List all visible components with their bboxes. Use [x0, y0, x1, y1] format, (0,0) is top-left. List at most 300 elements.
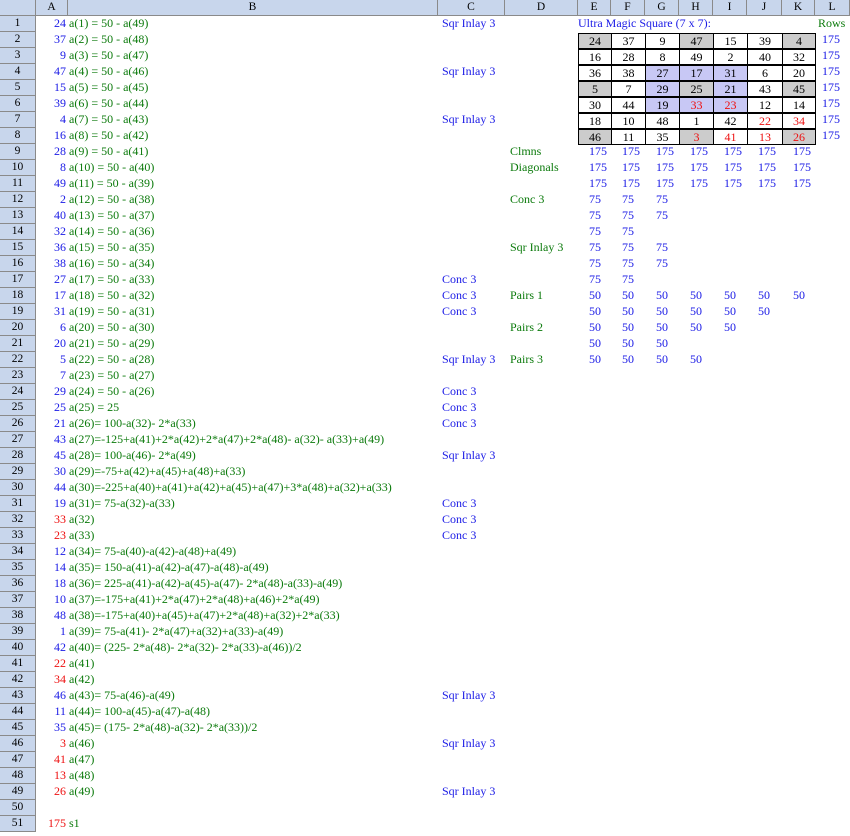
summary-value[interactable]: 75	[622, 240, 634, 254]
column-header-i[interactable]: I	[713, 0, 747, 16]
square-cell[interactable]: 33	[679, 97, 714, 113]
square-cell[interactable]: 38	[611, 65, 646, 81]
cell-b-formula[interactable]: a(12) = 50 - a(38)	[69, 192, 155, 206]
square-cell[interactable]: 32	[782, 49, 816, 65]
cell-a-value[interactable]: 14	[54, 560, 66, 574]
cell-a-value[interactable]	[36, 800, 66, 816]
cell-c-tag[interactable]: Conc 3	[442, 496, 477, 510]
summary-value[interactable]: 175	[656, 160, 674, 174]
cell-a-value[interactable]: 30	[54, 464, 66, 478]
cell-c-tag[interactable]: Sqr Inlay 3	[442, 64, 496, 78]
cell-a-value[interactable]: 12	[54, 544, 66, 558]
row-header[interactable]: 11	[0, 176, 36, 192]
row-header[interactable]: 37	[0, 592, 36, 608]
cell-b-formula[interactable]: a(15) = 50 - a(35)	[69, 240, 155, 254]
row-header[interactable]: 22	[0, 352, 36, 368]
summary-value[interactable]: 75	[656, 240, 668, 254]
cell-a-value[interactable]: 11	[54, 704, 66, 718]
cell-a-value[interactable]: 21	[54, 416, 66, 430]
square-cell[interactable]: 49	[679, 49, 714, 65]
summary-value[interactable]: 75	[656, 192, 668, 206]
cell-a-value[interactable]: 3	[60, 736, 66, 750]
cell-a-value[interactable]: 32	[54, 224, 66, 238]
cell-c-tag[interactable]: Sqr Inlay 3	[442, 784, 496, 798]
summary-value[interactable]: 75	[589, 240, 601, 254]
column-header-e[interactable]: E	[578, 0, 611, 16]
square-cell[interactable]: 7	[611, 81, 646, 97]
row-header[interactable]: 10	[0, 160, 36, 176]
square-cell[interactable]: 46	[578, 129, 612, 145]
cell-c-tag[interactable]: Conc 3	[442, 288, 477, 302]
summary-value[interactable]: 50	[656, 352, 668, 366]
row-header[interactable]: 29	[0, 464, 36, 480]
cell-c-tag[interactable]: Sqr Inlay 3	[442, 736, 496, 750]
summary-value[interactable]: 50	[758, 304, 770, 318]
row-header[interactable]: 36	[0, 576, 36, 592]
summary-value[interactable]: 175	[589, 176, 607, 190]
square-cell[interactable]: 22	[747, 113, 783, 129]
cell-b-formula[interactable]: a(48)	[69, 768, 95, 782]
square-cell[interactable]: 47	[679, 33, 714, 49]
row-header[interactable]: 19	[0, 304, 36, 320]
cell-b-formula[interactable]: a(16) = 50 - a(34)	[69, 256, 155, 270]
summary-value[interactable]: 175	[622, 160, 640, 174]
cell-a-value[interactable]: 29	[54, 384, 66, 398]
square-cell[interactable]: 16	[578, 49, 612, 65]
summary-value[interactable]: 175	[758, 176, 776, 190]
summary-value[interactable]: 50	[622, 352, 634, 366]
cell-a-value[interactable]: 35	[54, 720, 66, 734]
summary-value[interactable]: 50	[589, 288, 601, 302]
summary-value[interactable]: 50	[724, 320, 736, 334]
summary-value[interactable]: 50	[589, 320, 601, 334]
cell-c-tag[interactable]: Conc 3	[442, 272, 477, 286]
summary-value[interactable]: 50	[724, 288, 736, 302]
square-cell[interactable]: 36	[578, 65, 612, 81]
summary-value[interactable]: 75	[589, 208, 601, 222]
summary-label[interactable]: Diagonals	[510, 160, 559, 174]
square-cell[interactable]: 30	[578, 97, 612, 113]
row-header[interactable]: 48	[0, 768, 36, 784]
cell-a-value[interactable]: 26	[54, 784, 66, 798]
cell-b-formula[interactable]: a(20) = 50 - a(30)	[69, 320, 155, 334]
summary-value[interactable]: 175	[724, 160, 742, 174]
square-cell[interactable]: 44	[611, 97, 646, 113]
cell-a-value[interactable]: 25	[54, 400, 66, 414]
cell-b-formula[interactable]: a(43)= 75-a(46)-a(49)	[69, 688, 175, 702]
summary-value[interactable]: 175	[724, 144, 742, 158]
cell-c-tag[interactable]: Conc 3	[442, 528, 477, 542]
summary-value[interactable]: 75	[656, 256, 668, 270]
cell-b-formula[interactable]: a(47)	[69, 752, 95, 766]
cell-a-value[interactable]: 13	[54, 768, 66, 782]
row-header[interactable]: 17	[0, 272, 36, 288]
square-cell[interactable]: 23	[713, 97, 748, 113]
cell-b-formula[interactable]: a(26)= 100-a(32)- 2*a(33)	[69, 416, 196, 430]
cell-a-value[interactable]: 42	[54, 640, 66, 654]
cell-b-formula[interactable]: a(41)	[69, 656, 95, 670]
square-cell[interactable]: 5	[578, 81, 612, 97]
column-header-a[interactable]: A	[36, 0, 68, 16]
summary-value[interactable]: 50	[724, 304, 736, 318]
square-cell[interactable]: 4	[782, 33, 816, 49]
cell-a-value[interactable]: 1	[60, 624, 66, 638]
column-header-l[interactable]: L	[815, 0, 850, 16]
cell-a-value[interactable]: 27	[54, 272, 66, 286]
column-header-d[interactable]: D	[505, 0, 578, 16]
square-cell[interactable]: 45	[782, 81, 816, 97]
cell-c-tag[interactable]: Conc 3	[442, 304, 477, 318]
cell-c-tag[interactable]: Sqr Inlay 3	[442, 112, 496, 126]
cell-a-value[interactable]: 17	[54, 288, 66, 302]
row-header[interactable]: 38	[0, 608, 36, 624]
summary-value[interactable]: 50	[656, 336, 668, 350]
cell-a-value[interactable]: 22	[54, 656, 66, 670]
summary-value[interactable]: 50	[589, 336, 601, 350]
cell-b-formula[interactable]: a(28)= 100-a(46)- 2*a(49)	[69, 448, 196, 462]
row-header[interactable]: 26	[0, 416, 36, 432]
row-header[interactable]: 44	[0, 704, 36, 720]
square-cell[interactable]: 48	[645, 113, 680, 129]
row-header[interactable]: 20	[0, 320, 36, 336]
cell-b-formula[interactable]: a(18) = 50 - a(32)	[69, 288, 155, 302]
column-header-k[interactable]: K	[782, 0, 815, 16]
cell-b-formula[interactable]: a(39)= 75-a(41)- 2*a(47)+a(32)+a(33)-a(49)	[69, 624, 284, 638]
cell-c-tag[interactable]: Conc 3	[442, 400, 477, 414]
square-cell[interactable]: 37	[611, 33, 646, 49]
summary-label[interactable]: Sqr Inlay 3	[510, 240, 564, 254]
square-cell[interactable]: 29	[645, 81, 680, 97]
row-header[interactable]: 4	[0, 64, 36, 80]
square-cell[interactable]: 17	[679, 65, 714, 81]
cell-b-formula[interactable]: a(36)= 225-a(41)-a(42)-a(45)-a(47)- 2*a(48)-a(33)-a(49)	[69, 576, 343, 590]
summary-value[interactable]: 175	[656, 176, 674, 190]
row-header[interactable]: 40	[0, 640, 36, 656]
row-header[interactable]: 39	[0, 624, 36, 640]
square-cell[interactable]: 12	[747, 97, 783, 113]
cell-b-formula[interactable]: a(1) = 50 - a(49)	[69, 16, 149, 30]
cell-b-formula[interactable]: a(44)= 100-a(45)-a(47)-a(48)	[69, 704, 211, 718]
square-cell[interactable]: 24	[578, 33, 612, 49]
cell-b-formula[interactable]: a(32)	[69, 512, 95, 526]
row-header[interactable]: 30	[0, 480, 36, 496]
cell-a-value[interactable]: 40	[54, 208, 66, 222]
cell-a-value[interactable]: 44	[54, 480, 66, 494]
cell-a-value[interactable]: 31	[54, 304, 66, 318]
square-cell[interactable]: 39	[747, 33, 783, 49]
cell-a-value[interactable]: 38	[54, 256, 66, 270]
summary-value[interactable]: 50	[622, 288, 634, 302]
cell-b-formula[interactable]: a(38)=-175+a(40)+a(45)+a(47)+2*a(48)+a(32)+2*a(33)	[69, 608, 340, 622]
summary-value[interactable]: 75	[622, 192, 634, 206]
row-header[interactable]: 49	[0, 784, 36, 800]
row-header[interactable]: 34	[0, 544, 36, 560]
cell-a-value[interactable]: 9	[60, 48, 66, 62]
cell-a-value[interactable]: 7	[60, 368, 66, 382]
cell-a-value[interactable]: 45	[54, 448, 66, 462]
summary-value[interactable]: 50	[690, 352, 702, 366]
row-header[interactable]: 21	[0, 336, 36, 352]
summary-value[interactable]: 175	[589, 144, 607, 158]
cell-b-formula[interactable]: a(42)	[69, 672, 95, 686]
cell-a-value[interactable]: 20	[54, 336, 66, 350]
cell-a-value[interactable]: 8	[60, 160, 66, 174]
summary-value[interactable]: 75	[589, 256, 601, 270]
summary-value[interactable]: 75	[622, 208, 634, 222]
summary-value[interactable]: 50	[656, 304, 668, 318]
summary-value[interactable]: 50	[758, 288, 770, 302]
row-header[interactable]: 9	[0, 144, 36, 160]
summary-value[interactable]: 50	[793, 288, 805, 302]
row-header[interactable]: 27	[0, 432, 36, 448]
cell-a-value[interactable]: 34	[54, 672, 66, 686]
column-header-g[interactable]: G	[645, 0, 679, 16]
cell-b-formula[interactable]: a(49)	[69, 784, 95, 798]
cell-c-tag[interactable]: Conc 3	[442, 512, 477, 526]
cell-a-value[interactable]: 37	[54, 32, 66, 46]
row-sum[interactable]: 175	[822, 96, 840, 110]
summary-value[interactable]: 175	[793, 176, 811, 190]
cell-a-value[interactable]: 39	[54, 96, 66, 110]
square-cell[interactable]: 1	[679, 113, 714, 129]
cell-a-value[interactable]: 23	[54, 528, 66, 542]
row-header[interactable]: 15	[0, 240, 36, 256]
square-cell[interactable]: 43	[747, 81, 783, 97]
row-sum[interactable]: 175	[822, 80, 840, 94]
row-header[interactable]: 25	[0, 400, 36, 416]
summary-value[interactable]: 50	[589, 352, 601, 366]
column-header-f[interactable]: F	[611, 0, 645, 16]
row-header[interactable]: 41	[0, 656, 36, 672]
cell-c-tag[interactable]: Sqr Inlay 3	[442, 16, 496, 30]
row-header[interactable]: 43	[0, 688, 36, 704]
summary-label[interactable]: Pairs 3	[510, 352, 543, 366]
row-header[interactable]: 1	[0, 16, 36, 32]
square-cell[interactable]: 6	[747, 65, 783, 81]
summary-value[interactable]: 175	[690, 176, 708, 190]
cell-c-tag[interactable]: Sqr Inlay 3	[442, 688, 496, 702]
cell-b-formula[interactable]: a(40)= (225- 2*a(48)- 2*a(32)- 2*a(33)-a(46))/2	[69, 640, 302, 654]
square-cell[interactable]: 25	[679, 81, 714, 97]
cell-a-value[interactable]: 4	[60, 112, 66, 126]
summary-value[interactable]: 50	[690, 320, 702, 334]
cell-b-formula[interactable]: a(46)	[69, 736, 95, 750]
square-cell[interactable]: 21	[713, 81, 748, 97]
cell-a-value[interactable]: 175	[48, 816, 66, 830]
summary-value[interactable]: 50	[622, 336, 634, 350]
cell-b-formula[interactable]: a(2) = 50 - a(48)	[69, 32, 149, 46]
summary-value[interactable]: 175	[690, 160, 708, 174]
cell-b-formula[interactable]: a(45)= (175- 2*a(48)-a(32)- 2*a(33))/2	[69, 720, 258, 734]
cell-a-value[interactable]: 18	[54, 576, 66, 590]
row-sum[interactable]: 175	[822, 112, 840, 126]
summary-label[interactable]: Conc 3	[510, 192, 545, 206]
summary-value[interactable]: 175	[758, 144, 776, 158]
row-header[interactable]: 14	[0, 224, 36, 240]
square-cell[interactable]: 11	[611, 129, 646, 145]
row-header[interactable]: 16	[0, 256, 36, 272]
cell-b-formula[interactable]: a(10) = 50 - a(40)	[69, 160, 155, 174]
summary-label[interactable]: Clmns	[510, 144, 542, 158]
cell-b-formula[interactable]: a(21) = 50 - a(29)	[69, 336, 155, 350]
row-header[interactable]: 3	[0, 48, 36, 64]
square-cell[interactable]: 27	[645, 65, 680, 81]
row-header[interactable]: 45	[0, 720, 36, 736]
cell-a-value[interactable]: 6	[60, 320, 66, 334]
square-cell[interactable]: 41	[713, 129, 748, 145]
cell-a-value[interactable]: 43	[54, 432, 66, 446]
summary-value[interactable]: 50	[656, 288, 668, 302]
select-all-corner[interactable]	[0, 0, 36, 16]
cell-a-value[interactable]: 5	[60, 352, 66, 366]
summary-value[interactable]: 50	[622, 320, 634, 334]
cell-b-formula[interactable]: a(4) = 50 - a(46)	[69, 64, 149, 78]
row-header[interactable]: 6	[0, 96, 36, 112]
cell-a-value[interactable]: 2	[60, 192, 66, 206]
row-header[interactable]: 35	[0, 560, 36, 576]
cell-b-formula[interactable]: a(5) = 50 - a(45)	[69, 80, 149, 94]
square-cell[interactable]: 3	[679, 129, 714, 145]
cell-b-formula[interactable]: a(23) = 50 - a(27)	[69, 368, 155, 382]
square-cell[interactable]: 34	[782, 113, 816, 129]
summary-label[interactable]: Pairs 1	[510, 288, 543, 302]
cell-a-value[interactable]: 16	[54, 128, 66, 142]
row-header[interactable]: 2	[0, 32, 36, 48]
cell-a-value[interactable]: 36	[54, 240, 66, 254]
cell-b-formula[interactable]: a(8) = 50 - a(42)	[69, 128, 149, 142]
row-header[interactable]: 18	[0, 288, 36, 304]
cell-b-formula[interactable]: a(17) = 50 - a(33)	[69, 272, 155, 286]
summary-value[interactable]: 75	[622, 272, 634, 286]
row-header[interactable]: 23	[0, 368, 36, 384]
square-cell[interactable]: 31	[713, 65, 748, 81]
cell-b-formula[interactable]: a(34)= 75-a(40)-a(42)-a(48)+a(49)	[69, 544, 237, 558]
cell-a-value[interactable]: 19	[54, 496, 66, 510]
cell-a-value[interactable]: 15	[54, 80, 66, 94]
cell-a-value[interactable]: 41	[54, 752, 66, 766]
summary-value[interactable]: 75	[622, 256, 634, 270]
cell-b-formula[interactable]: a(29)=-75+a(42)+a(45)+a(48)+a(33)	[69, 464, 246, 478]
summary-value[interactable]: 175	[622, 144, 640, 158]
cell-a-value[interactable]: 28	[54, 144, 66, 158]
cell-c-tag[interactable]: Conc 3	[442, 384, 477, 398]
column-header-c[interactable]: C	[438, 0, 505, 16]
square-cell[interactable]: 9	[645, 33, 680, 49]
column-header-j[interactable]: J	[747, 0, 782, 16]
cell-a-value[interactable]: 10	[54, 592, 66, 606]
summary-value[interactable]: 50	[690, 288, 702, 302]
cell-b-formula[interactable]: a(25) = 25	[69, 400, 120, 414]
square-cell[interactable]: 15	[713, 33, 748, 49]
summary-value[interactable]: 175	[690, 144, 708, 158]
square-cell[interactable]: 8	[645, 49, 680, 65]
summary-value[interactable]: 50	[589, 304, 601, 318]
summary-value[interactable]: 175	[793, 160, 811, 174]
cell-b-formula[interactable]: a(11) = 50 - a(39)	[69, 176, 154, 190]
row-header[interactable]: 50	[0, 800, 36, 816]
summary-value[interactable]: 75	[589, 192, 601, 206]
square-cell[interactable]: 10	[611, 113, 646, 129]
row-header[interactable]: 32	[0, 512, 36, 528]
cell-c-tag[interactable]: Sqr Inlay 3	[442, 352, 496, 366]
summary-value[interactable]: 75	[656, 208, 668, 222]
square-cell[interactable]: 35	[645, 129, 680, 145]
square-cell[interactable]: 20	[782, 65, 816, 81]
summary-value[interactable]: 50	[656, 320, 668, 334]
row-header[interactable]: 33	[0, 528, 36, 544]
square-cell[interactable]: 42	[713, 113, 748, 129]
cell-a-value[interactable]: 47	[54, 64, 66, 78]
square-cell[interactable]: 2	[713, 49, 748, 65]
cell-b-formula[interactable]: a(6) = 50 - a(44)	[69, 96, 149, 110]
cell-b-formula[interactable]: a(30)=-225+a(40)+a(41)+a(42)+a(45)+a(47)+3*a(48)+a(32)+a(33)	[69, 480, 392, 494]
square-cell[interactable]: 13	[747, 129, 783, 145]
square-cell[interactable]: 18	[578, 113, 612, 129]
column-header-h[interactable]: H	[679, 0, 713, 16]
row-header[interactable]: 8	[0, 128, 36, 144]
summary-value[interactable]: 75	[589, 272, 601, 286]
cell-b-formula[interactable]: a(24) = 50 - a(26)	[69, 384, 155, 398]
cell-c-tag[interactable]: Conc 3	[442, 416, 477, 430]
cell-a-value[interactable]: 24	[54, 16, 66, 30]
row-header[interactable]: 5	[0, 80, 36, 96]
summary-value[interactable]: 75	[622, 224, 634, 238]
square-cell[interactable]: 40	[747, 49, 783, 65]
square-cell[interactable]: 26	[782, 129, 816, 145]
summary-value[interactable]: 175	[793, 144, 811, 158]
row-sum[interactable]: 175	[822, 48, 840, 62]
row-header[interactable]: 42	[0, 672, 36, 688]
cell-b-formula[interactable]: a(33)	[69, 528, 95, 542]
cell-b-formula[interactable]: a(7) = 50 - a(43)	[69, 112, 149, 126]
row-header[interactable]: 24	[0, 384, 36, 400]
cell-a-value[interactable]: 48	[54, 608, 66, 622]
summary-value[interactable]: 50	[622, 304, 634, 318]
summary-value[interactable]: 175	[758, 160, 776, 174]
cell-b-formula[interactable]: a(35)= 150-a(41)-a(42)-a(47)-a(48)-a(49)	[69, 560, 269, 574]
cell-a-value[interactable]: 33	[54, 512, 66, 526]
cell-a-value[interactable]: 49	[54, 176, 66, 190]
cell-b-formula[interactable]: a(37)=-175+a(41)+2*a(47)+2*a(48)+a(46)+2*a(49)	[69, 592, 320, 606]
row-header[interactable]: 28	[0, 448, 36, 464]
column-header-b[interactable]: B	[68, 0, 438, 16]
row-sum[interactable]: 175	[822, 128, 840, 142]
cell-b-formula[interactable]: a(27)=-125+a(41)+2*a(42)+2*a(47)+2*a(48)- a(32)- a(33)+a(49)	[69, 432, 385, 446]
cell-b-formula[interactable]: a(3) = 50 - a(47)	[69, 48, 149, 62]
row-header[interactable]: 31	[0, 496, 36, 512]
summary-value[interactable]: 175	[622, 176, 640, 190]
cell-c-tag[interactable]: Sqr Inlay 3	[442, 448, 496, 462]
summary-value[interactable]: 75	[589, 224, 601, 238]
row-sum[interactable]: 175	[822, 64, 840, 78]
square-cell[interactable]: 19	[645, 97, 680, 113]
cell-b-formula[interactable]: a(31)= 75-a(32)-a(33)	[69, 496, 175, 510]
cell-b-formula[interactable]: a(13) = 50 - a(37)	[69, 208, 155, 222]
cell-b-formula[interactable]: a(14) = 50 - a(36)	[69, 224, 155, 238]
square-cell[interactable]: 28	[611, 49, 646, 65]
cell-b-formula[interactable]: a(9) = 50 - a(41)	[69, 144, 149, 158]
square-cell[interactable]: 14	[782, 97, 816, 113]
summary-label[interactable]: Pairs 2	[510, 320, 543, 334]
summary-value[interactable]: 50	[690, 304, 702, 318]
row-header[interactable]: 12	[0, 192, 36, 208]
row-header[interactable]: 47	[0, 752, 36, 768]
row-header[interactable]: 51	[0, 816, 36, 832]
cell-a-value[interactable]: 46	[54, 688, 66, 702]
cell-b-formula[interactable]: s1	[69, 816, 80, 830]
summary-value[interactable]: 175	[589, 160, 607, 174]
summary-value[interactable]: 175	[656, 144, 674, 158]
